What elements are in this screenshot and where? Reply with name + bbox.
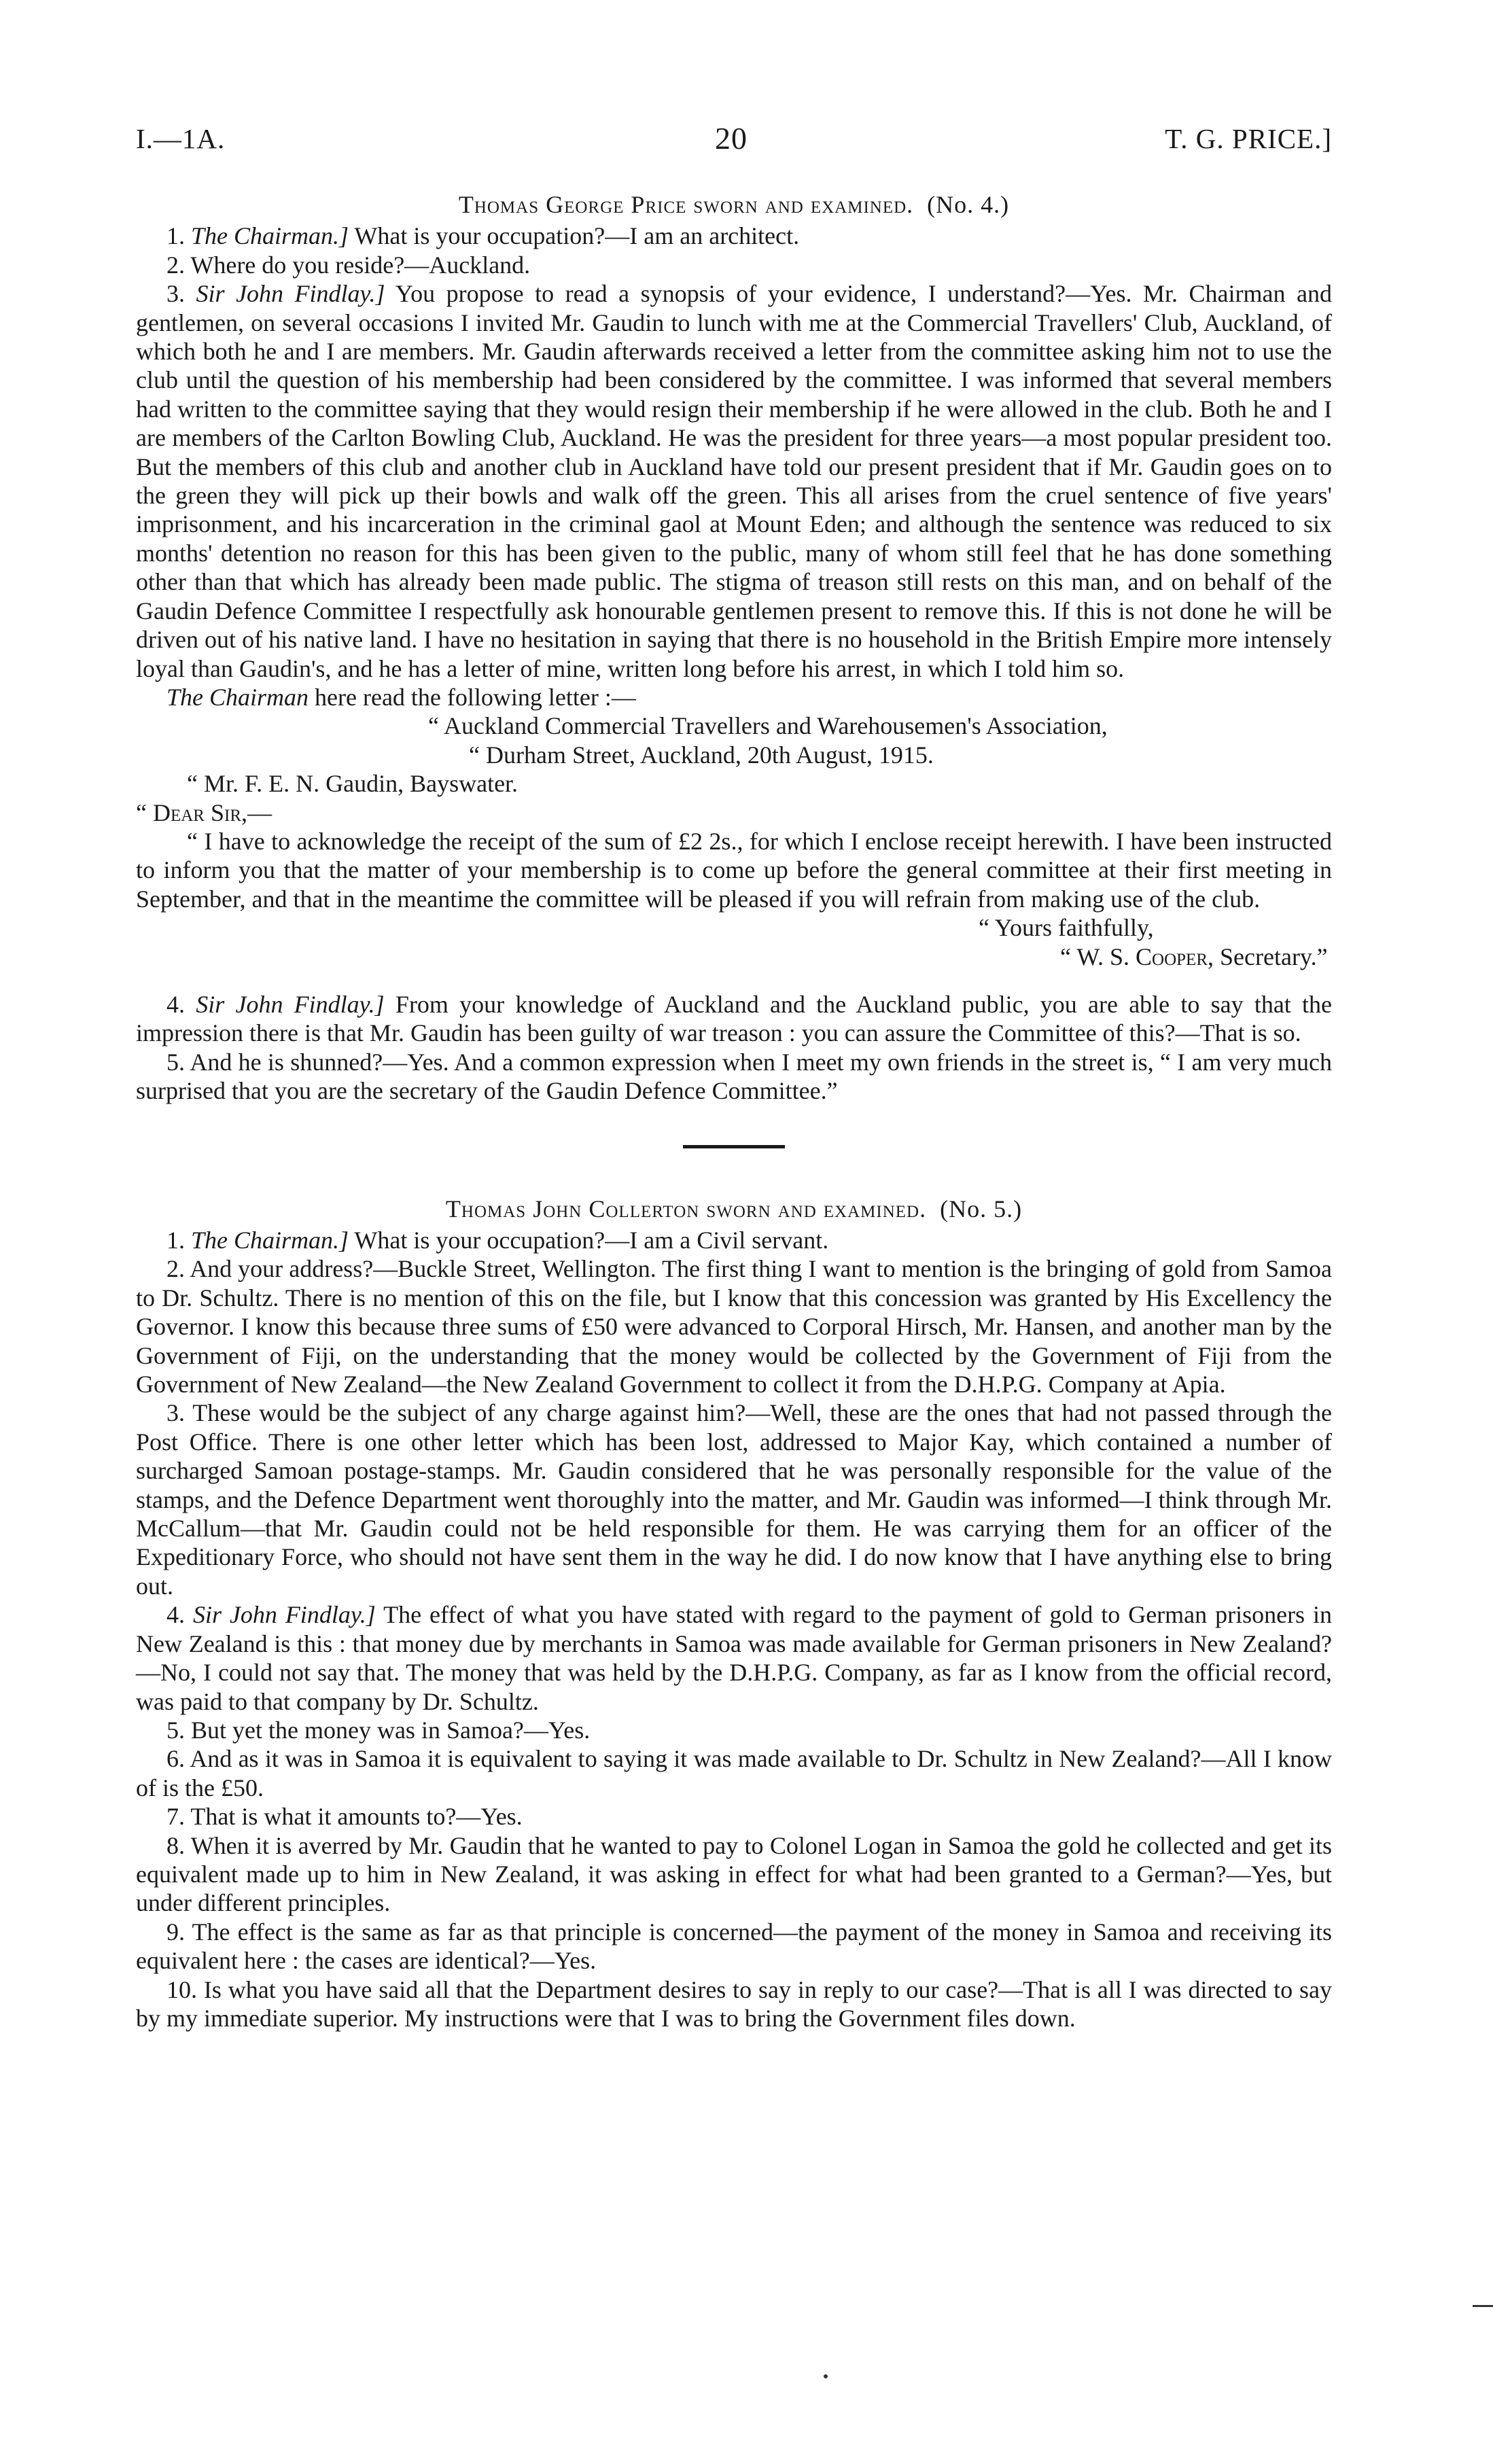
question-text: What is your occupation?—I am an architect. [354, 222, 800, 250]
letter-heading-line1: “ Auckland Commercial Travellers and Warehousemen's Association, [428, 712, 1108, 740]
question-number: 7. [166, 1803, 185, 1831]
question-text: And he is shunned?—Yes. And a common expression when I meet my own friends in the street is, “ I am very much surprised that you are the secretary of the Gaudin Defence Committee.” [136, 1048, 1332, 1105]
question-number: 4. [166, 990, 185, 1018]
question-paragraph [136, 1975, 1332, 2033]
speaker: The Chairman [166, 683, 309, 711]
question-number: 5. [166, 1716, 185, 1744]
section-title-price [136, 190, 1332, 219]
question-number: 8. [166, 1831, 185, 1859]
question-paragraph [136, 1254, 1332, 1398]
print-speck [824, 2374, 828, 2378]
question-text: These would be the subject of any charge against him?—Well, these are the ones that had not passed through the Post Office. There is one other letter which has been lost, addressed to Major Kay, which contained a number of surcharged Samoan postage-stamps. Mr. Gaudin considered that he was personally responsible for the value of the stamps, and the Defence Department went thoroughly into the matter, and Mr. Gaudin was informed—I think through Mr. McCallum—that Mr. Gaudin could not be held responsible for them. He was carrying them for an officer of the Expeditionary Force, who should not have sent them in the way he did. I do now know that I have anything else to bring out. [136, 1399, 1332, 1600]
question-number: 6. [166, 1745, 185, 1773]
question-text: And as it was in Samoa it is equivalent to saying it was made available to Dr. Schultz in New Zealand?—All I know of is the £50. [136, 1745, 1332, 1801]
question-text: But yet the money was in Samoa?—Yes. [191, 1716, 591, 1744]
question-paragraph [136, 1716, 1332, 1744]
question-text: You propose to read a synopsis of your evidence, I understand?—Yes. Mr. Chairman and gentlemen, on several occasions I invited Mr. Gaudin to lunch with me at the Commercial Travellers' Club, Auckland, of which both he and I are members. Mr. Gaudin afterwards received a letter from the committee asking him not to use the club until the question of his membership had been considered by the committee. I was informed that several members had written to the committee saying that they would resign their membership if he were allowed in the club. Both he and I are members of the Carlton Bowling Club, Auckland. He was the president for three years—a most popular president too. But the members of this club and another club in Auckland have told our present president that if Mr. Gaudin goes on to the green they will pick up their bowls and walk off the green. This all arises from the cruel sentence of five years' imprisonment, and his incarceration in the criminal gaol at Mount Eden; and although the sentence was reduced to six months' detention no reason for this has been given to the public, many of whom still feel that he has done something other than that which has already been made public. The stigma of treason still rests on this man, and on behalf of the Gaudin Defence Committee I respectfully ask honourable gentlemen present to remove this. If this is not done he will be driven out of his native land. I have no hesitation in saying that there is no household in the British Empire more intensely loyal than Gaudin's, and he has a letter of mine, written long before his arrest, in which I told him so. [136, 280, 1332, 682]
question-number: 3. [166, 1399, 185, 1427]
question-paragraph [136, 279, 1332, 683]
question-paragraph [136, 1802, 1332, 1831]
question-paragraph [136, 222, 1332, 250]
letter-body: “ I have to acknowledge the receipt of the sum of £2 2s., for which I enclose receipt herewith. I have been instructed to inform you that the matter of your membership is to come up before the general committee at their first meeting in September, and that in the meantime the committee will be pleased if you will refrain from making use of the club. [136, 827, 1332, 913]
speaker: The Chairman.] [191, 1227, 349, 1254]
page-number: 20 [715, 121, 748, 156]
question-number: 1. [166, 1227, 185, 1254]
speaker: The Chairman.] [191, 222, 349, 250]
signature-name: Cooper, [1136, 943, 1214, 970]
section-number: (No. 5.) [940, 1195, 1023, 1222]
margin-mark [1473, 2305, 1493, 2307]
letter-closing: “ Yours faithfully, [979, 914, 1154, 942]
section-number: (No. 4.) [927, 191, 1010, 218]
chairman-read-line [136, 683, 1332, 711]
question-paragraph [136, 1831, 1332, 1918]
question-number: 5. [166, 1048, 185, 1076]
question-paragraph [136, 1918, 1332, 1975]
question-number: 3. [166, 280, 185, 308]
question-text: When it is averred by Mr. Gaudin that he wanted to pay to Colonel Logan in Samoa the gold he collected and get its equivalent made up to him in New Zealand, it was asking in effect for what had been granted to a German?—Yes, but under different principles. [136, 1831, 1332, 1917]
question-text: From your knowledge of Auckland and the Auckland public, you are able to say that the impression there is that Mr. Gaudin has been guilty of war treason : you can assure the Committee of this?—That is so. [136, 990, 1333, 1047]
section-divider [683, 1145, 785, 1148]
paper-reference: I.—1A. [136, 123, 226, 154]
question-number: 2. [166, 1255, 185, 1283]
question-paragraph [136, 990, 1332, 1048]
letter-salutation: “ Dear Sir,— [136, 798, 272, 826]
letter-heading-line2: “ Durham Street, Auckland, 20th August, 1915. [469, 741, 934, 769]
question-number: 10. [166, 1975, 197, 2003]
speaker: Sir John Findlay.] [196, 280, 385, 308]
signature-initials: “ W. S. [1060, 943, 1130, 970]
section-title-collerton [136, 1195, 1332, 1223]
question-text: And your address?—Buckle Street, Wellington. The first thing I want to mention is the bringing of gold from Samoa to Dr. Schultz. There is no mention of this on the file, but I know that this concession was granted by His Excellency the Governor. I know this because three sums of £50 were advanced to Corporal Hirsch, Mr. Hansen, and another man by the Government of Fiji, on the understanding that the money would be collected by the Government of Fiji from the Government of New Zealand—the New Zealand Government to collect it from the D.H.P.G. Company at Apia. [136, 1255, 1332, 1398]
question-number: 1. [166, 222, 185, 250]
question-paragraph [136, 1600, 1332, 1716]
question-text: That is what it amounts to?—Yes. [190, 1803, 523, 1831]
question-paragraph [136, 1048, 1332, 1106]
speaker: Sir John Findlay.] [196, 990, 385, 1018]
letter-signature [136, 943, 1332, 971]
question-number: 4. [166, 1601, 185, 1629]
question-number: 2. [166, 251, 185, 279]
section-title-text: Thomas George Price sworn and examined. [458, 191, 914, 218]
signature-title: Secretary.” [1220, 943, 1328, 970]
question-number: 9. [166, 1918, 185, 1946]
witness-running-head: T. G. PRICE.] [1165, 123, 1332, 154]
document-body [136, 190, 1332, 2032]
question-paragraph [136, 1226, 1332, 1254]
question-text: The effect of what you have stated with regard to the payment of gold to German prisoners in New Zealand is this : that money due by merchants in Samoa was made available for German prisoners in New Zealand?—No, I could not say that. The money that was held by the D.H.P.G. Company, as far as I know from the official record, was paid to that company by Dr. Schultz. [136, 1601, 1333, 1715]
question-text: The effect is the same as far as that principle is concerned—the payment of the money in Samoa and receiving its equivalent here : the cases are identical?—Yes. [136, 1918, 1333, 1975]
speaker: Sir John Findlay.] [192, 1601, 376, 1629]
section-title-text: Thomas John Collerton sworn and examined. [445, 1195, 927, 1222]
question-text: Is what you have said all that the Department desires to say in reply to our case?—That is all I was directed to say by my immediate superior. My instructions were that I was to bring the Government files down. [136, 1975, 1333, 2032]
question-text: What is your occupation?—I am a Civil servant. [354, 1227, 829, 1254]
question-text: here read the following letter :— [315, 683, 636, 711]
question-paragraph [136, 1744, 1332, 1802]
letter-addressee: “ Mr. F. E. N. Gaudin, Bayswater. [187, 770, 519, 798]
question-paragraph [136, 251, 1332, 279]
question-text: Where do you reside?—Auckland. [190, 251, 531, 279]
question-paragraph [136, 1398, 1332, 1600]
